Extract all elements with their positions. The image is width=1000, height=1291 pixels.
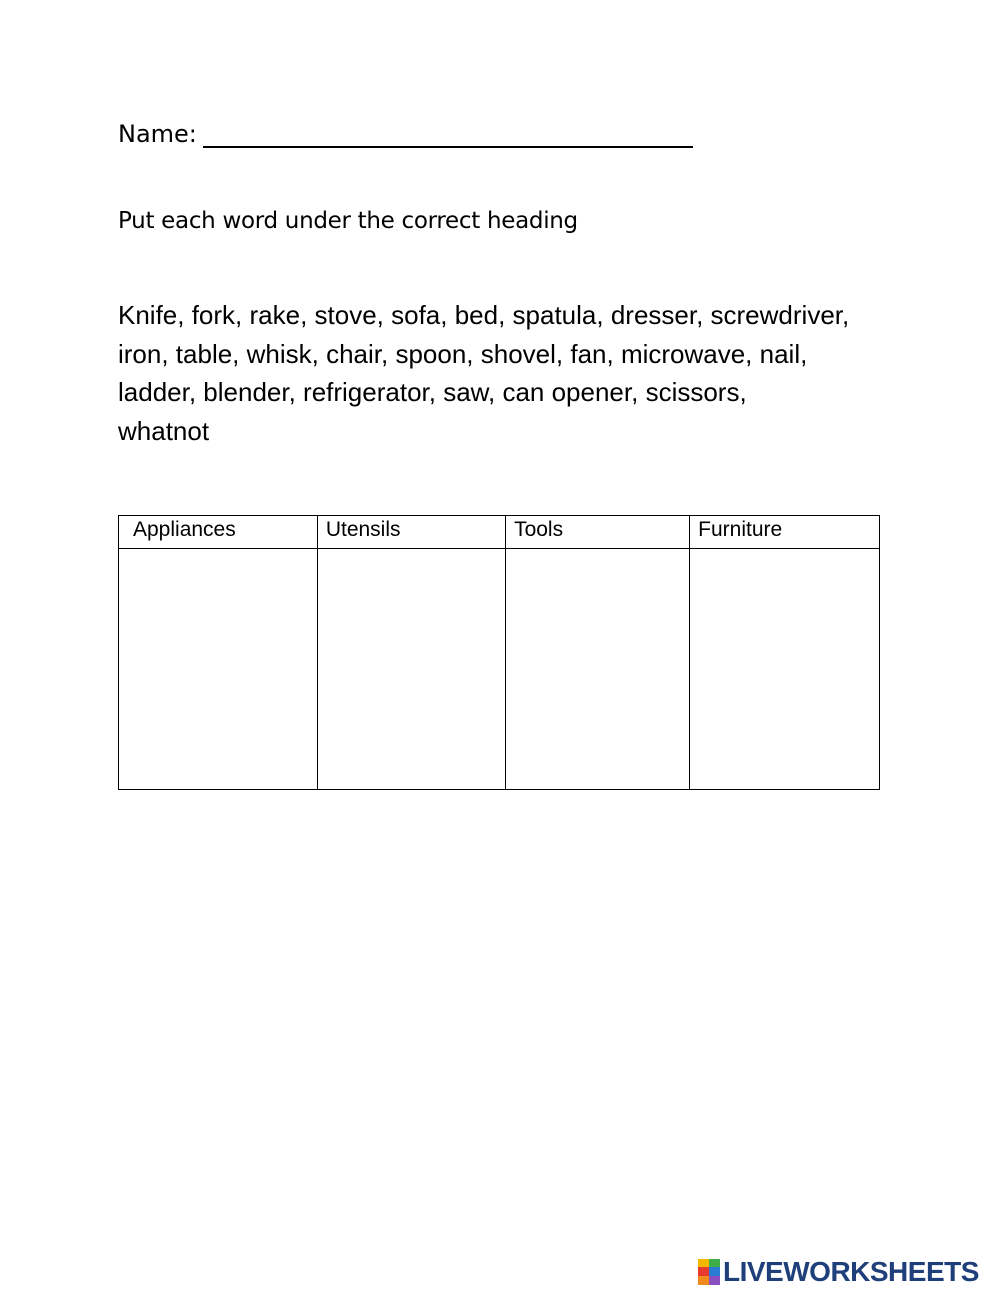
answer-cell-furniture[interactable]	[690, 549, 880, 790]
name-field-row	[118, 116, 693, 148]
answer-cell-tools[interactable]	[506, 549, 690, 790]
word-list-line: ladder, blender, refrigerator, saw, can opener, scissors,	[118, 377, 747, 407]
word-list-line: whatnot	[118, 415, 210, 446]
sorting-table	[118, 515, 880, 790]
liveworksheets-logo-icon	[698, 1259, 720, 1285]
brand-text: LIVEWORKSHEETS	[723, 1256, 979, 1287]
word-list-line: Knife, fork, rake, stove, sofa, bed, spatula, dresser, screwdriver,	[118, 300, 850, 330]
header-utensils: Utensils	[317, 516, 505, 549]
answer-cell-appliances[interactable]	[119, 549, 318, 790]
name-label: Name:	[118, 120, 197, 148]
answer-cell-utensils[interactable]	[317, 549, 505, 790]
word-list-line: iron, table, whisk, chair, spoon, shovel, fan, microwave, nail,	[118, 338, 808, 369]
word-list	[118, 296, 888, 450]
name-blank-line[interactable]	[203, 116, 693, 148]
table-header-row	[119, 516, 880, 549]
header-appliances: Appliances	[119, 516, 318, 549]
instruction-text: Put each word under the correct heading	[118, 208, 578, 234]
header-tools: Tools	[506, 516, 690, 549]
table-answer-row	[119, 549, 880, 790]
liveworksheets-brand	[698, 1256, 979, 1288]
header-furniture: Furniture	[690, 516, 880, 549]
